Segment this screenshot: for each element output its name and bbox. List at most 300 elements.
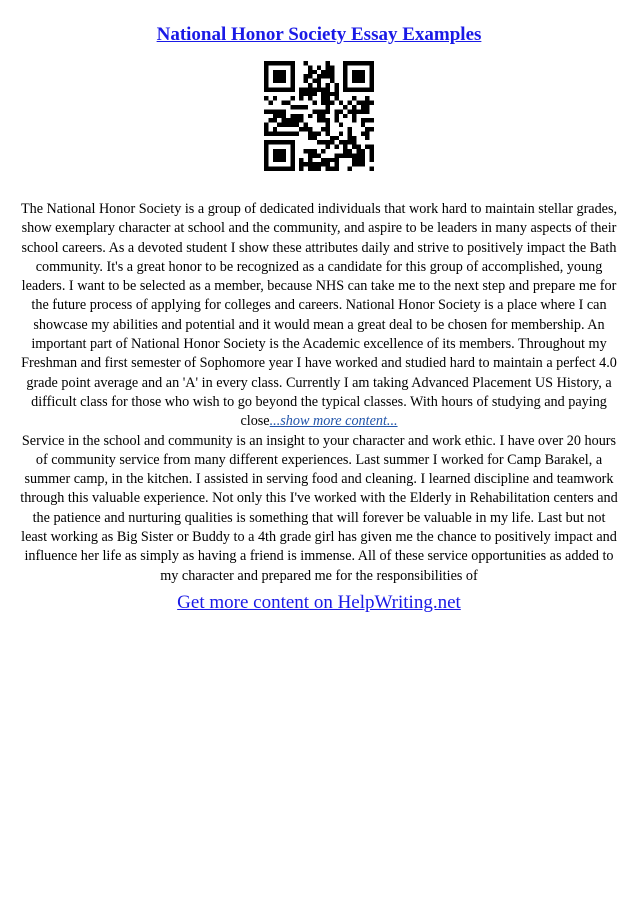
qr-module [290, 61, 294, 65]
qr-module [326, 87, 330, 91]
qr-module [304, 149, 308, 153]
essay-paragraph-2: Service in the school and community is an insight to your character and work ethic. I have over 20 hours of community service from many different experiences. Last summer I worked for Camp Barakel, a summer camp, in the kitchen. I assisted in serving food and cleaning. I learned discipline and teamwork through this valuable experience. Not only this I've worked with the Elderly in Rehabilitation centers and the patience and nurturing qualities is something that will forever be valuable in my life. Last but not least working as Big Sister or Buddy to a 4th grade girl has given me the chance to positively impact and influence her life as simply as having a friend is immense. All of these service opportunities as added to my character and prepared me for the responsibilities of [20, 432, 618, 584]
qr-module [273, 158, 277, 162]
qr-module [282, 114, 286, 118]
qr-module [352, 74, 356, 78]
qr-module [317, 79, 321, 83]
qr-module [321, 74, 325, 78]
qr-module [370, 83, 374, 87]
qr-module [352, 70, 356, 74]
qr-module [361, 105, 365, 109]
qr-module [334, 136, 338, 140]
qr-module [352, 105, 356, 109]
qr-module [268, 131, 272, 135]
qr-module [264, 61, 268, 65]
qr-module [348, 140, 352, 144]
qr-module [365, 96, 369, 100]
qr-module [365, 127, 369, 131]
qr-module [277, 153, 281, 157]
qr-module [312, 79, 316, 83]
qr-module [290, 131, 294, 135]
qr-module [356, 149, 360, 153]
qr-module [277, 158, 281, 162]
qr-module [308, 127, 312, 131]
qr-module [290, 74, 294, 78]
qr-module [282, 149, 286, 153]
qr-module [264, 96, 268, 100]
qr-module [295, 131, 299, 135]
qr-module [282, 167, 286, 171]
qr-module [273, 149, 277, 153]
qr-module [264, 167, 268, 171]
qr-module [286, 101, 290, 105]
qr-module [290, 167, 294, 171]
qr-module [321, 118, 325, 122]
qr-module [290, 96, 294, 100]
qr-module [352, 145, 356, 149]
qr-module [299, 162, 303, 166]
qr-module [348, 101, 352, 105]
qr-module [334, 109, 338, 113]
qr-module [290, 79, 294, 83]
qr-module [361, 70, 365, 74]
qr-module [273, 70, 277, 74]
qr-module [365, 105, 369, 109]
qr-module [282, 158, 286, 162]
qr-module [295, 118, 299, 122]
qr-module [290, 114, 294, 118]
qr-module [290, 118, 294, 122]
qr-module [286, 167, 290, 171]
qr-module [273, 96, 277, 100]
qr-module [264, 131, 268, 135]
qr-module [326, 158, 330, 162]
essay-paragraph-1 [20, 200, 618, 432]
qr-module [343, 149, 347, 153]
qr-module [304, 79, 308, 83]
qr-module [317, 87, 321, 91]
qr-module [304, 92, 308, 96]
qr-module [273, 114, 277, 118]
qr-module [273, 140, 277, 144]
qr-module [334, 114, 338, 118]
qr-module [365, 145, 369, 149]
qr-module [273, 61, 277, 65]
qr-module [277, 149, 281, 153]
qr-module [317, 118, 321, 122]
qr-module [326, 65, 330, 69]
qr-module [277, 87, 281, 91]
qr-module [330, 158, 334, 162]
qr-module [334, 92, 338, 96]
qr-module [339, 131, 343, 135]
qr-module [312, 70, 316, 74]
qr-module [343, 70, 347, 74]
qr-module [282, 61, 286, 65]
qr-module [282, 74, 286, 78]
qr-module [264, 65, 268, 69]
qr-module [365, 87, 369, 91]
qr-module [343, 79, 347, 83]
qr-module [264, 127, 268, 131]
qr-module [348, 109, 352, 113]
qr-module [264, 79, 268, 83]
qr-module [308, 149, 312, 153]
qr-module [326, 83, 330, 87]
qr-module [356, 158, 360, 162]
qr-module [352, 87, 356, 91]
qr-module [370, 118, 374, 122]
qr-module [277, 123, 281, 127]
qr-module [273, 79, 277, 83]
qr-module [264, 140, 268, 144]
qr-module [290, 83, 294, 87]
qr-module [264, 109, 268, 113]
qr-module [317, 83, 321, 87]
qr-module [330, 167, 334, 171]
qr-module [290, 158, 294, 162]
qr-module [361, 153, 365, 157]
qr-module [326, 131, 330, 135]
qr-module [326, 74, 330, 78]
qr-module [365, 136, 369, 140]
qr-module [361, 118, 365, 122]
qr-module [264, 145, 268, 149]
qr-module [317, 131, 321, 135]
qr-module [282, 153, 286, 157]
essay-paragraph-1-text: The National Honor Society is a group of dedicated individuals that work hard to maintain stellar grades, show exemplary character at school and the community, and aspire to be leaders in many aspects of their school careers. As a devoted student I show these attributes daily and strive to positively impact the Bath community. It's a great honor to be recognized as a candidate for this group of accomplished, young leaders. I want to be selected as a member, because NHS can take me to the next step and prepare me for the future process of applying for colleges and careers. National Honor Society is a place where I can showcase my abilities and potential and it would mean a great deal to be chosen for membership. An important part of National Honor Society is the Academic excellence of its members. Throughout my Freshman and first semester of Sophomore year I have worked and studied hard to maintain a perfect 4.0 grade point average and an 'A' in every class. Currently I am taking Advanced Placement US History, a difficult class for those who wish to go beyond the typical classes. With hours of studying and paying close [20, 201, 618, 430]
qr-module [264, 158, 268, 162]
qr-module [330, 70, 334, 74]
qr-module [312, 87, 316, 91]
qr-module [282, 131, 286, 135]
qr-module [321, 92, 325, 96]
qr-module [321, 140, 325, 144]
qr-module [339, 109, 343, 113]
qr-module [312, 149, 316, 153]
qr-module [326, 101, 330, 105]
qr-module [273, 167, 277, 171]
qr-module [308, 153, 312, 157]
qr-module [321, 158, 325, 162]
qr-module [277, 140, 281, 144]
qr-module [352, 153, 356, 157]
qr-module [370, 149, 374, 153]
qr-module [361, 74, 365, 78]
qr-module [361, 101, 365, 105]
helpwriting-link[interactable]: Get more content on HelpWriting.net [177, 592, 461, 613]
qr-module [348, 167, 352, 171]
qr-module [352, 109, 356, 113]
qr-module [299, 87, 303, 91]
qr-module [286, 131, 290, 135]
qr-module [356, 61, 360, 65]
qr-module [282, 123, 286, 127]
qr-module [273, 131, 277, 135]
qr-module [268, 140, 272, 144]
qr-module [321, 149, 325, 153]
qr-module [352, 114, 356, 118]
qr-module [299, 96, 303, 100]
qr-module [361, 79, 365, 83]
qr-module [343, 153, 347, 157]
qr-module [295, 114, 299, 118]
qr-module [326, 105, 330, 109]
qr-module [268, 87, 272, 91]
qr-module [343, 145, 347, 149]
qr-module [308, 96, 312, 100]
qr-module [290, 105, 294, 109]
qr-module [304, 61, 308, 65]
qr-module [268, 101, 272, 105]
qr-module [321, 114, 325, 118]
qr-module [348, 87, 352, 91]
qr-module [361, 158, 365, 162]
qr-module [370, 61, 374, 65]
qr-module [321, 101, 325, 105]
qr-module [334, 167, 338, 171]
qr-module [334, 96, 338, 100]
qr-module [264, 70, 268, 74]
qr-module [282, 109, 286, 113]
qr-module [277, 167, 281, 171]
qr-module [343, 114, 347, 118]
qr-module [356, 162, 360, 166]
qr-module [299, 114, 303, 118]
qr-module [356, 87, 360, 91]
qr-module [312, 92, 316, 96]
qr-module [268, 109, 272, 113]
qr-module [334, 145, 338, 149]
qr-module [317, 167, 321, 171]
qr-module [317, 109, 321, 113]
qr-module [348, 61, 352, 65]
qr-module [361, 109, 365, 113]
qr-module [352, 61, 356, 65]
qr-module [352, 118, 356, 122]
qr-module [312, 131, 316, 135]
qr-module [326, 162, 330, 166]
qr-module [343, 105, 347, 109]
qr-module [352, 140, 356, 144]
qr-module [370, 145, 374, 149]
qr-module [277, 74, 281, 78]
qr-module [365, 118, 369, 122]
qr-module [290, 123, 294, 127]
qr-module [277, 109, 281, 113]
qr-module [282, 101, 286, 105]
qr-module [326, 127, 330, 131]
qr-module [334, 87, 338, 91]
qr-module [282, 87, 286, 91]
qr-module [330, 79, 334, 83]
qr-module [361, 149, 365, 153]
qr-module [326, 61, 330, 65]
qr-module [317, 114, 321, 118]
qr-module [290, 140, 294, 144]
qr-module [334, 83, 338, 87]
qr-module [282, 70, 286, 74]
qr-module [308, 158, 312, 162]
qr-module [352, 158, 356, 162]
qr-module [268, 118, 272, 122]
qr-module [304, 74, 308, 78]
qr-module [339, 101, 343, 105]
qr-module [370, 158, 374, 162]
qr-module [356, 109, 360, 113]
qr-module [317, 153, 321, 157]
qr-module [273, 87, 277, 91]
qr-module [290, 70, 294, 74]
qr-module [312, 109, 316, 113]
qr-module [343, 74, 347, 78]
qr-module [348, 153, 352, 157]
qr-module [356, 74, 360, 78]
qr-module [282, 140, 286, 144]
qr-module [356, 101, 360, 105]
qr-module [299, 167, 303, 171]
qr-module [321, 127, 325, 131]
qr-module [264, 153, 268, 157]
qr-module [299, 105, 303, 109]
qr-module [273, 74, 277, 78]
qr-module [308, 74, 312, 78]
qr-module [356, 153, 360, 157]
qr-module [290, 162, 294, 166]
qr-module [339, 123, 343, 127]
qr-module [264, 83, 268, 87]
qr-module [308, 167, 312, 171]
qr-module [370, 70, 374, 74]
qr-module [304, 123, 308, 127]
document-title-link[interactable]: National Honor Society Essay Examples [156, 24, 482, 45]
qr-module [321, 87, 325, 91]
qr-module [264, 162, 268, 166]
qr-module [312, 101, 316, 105]
qr-module [339, 153, 343, 157]
qr-module [343, 61, 347, 65]
qr-module [277, 131, 281, 135]
qr-module [330, 140, 334, 144]
qr-module [326, 92, 330, 96]
qr-module [268, 61, 272, 65]
show-more-link[interactable]: ...show more content... [269, 413, 398, 430]
qr-module [326, 140, 330, 144]
qr-module [330, 65, 334, 69]
qr-module [282, 79, 286, 83]
qr-module [308, 114, 312, 118]
qr-module [299, 118, 303, 122]
qr-module [304, 162, 308, 166]
qr-module [317, 65, 321, 69]
qr-module [277, 114, 281, 118]
qr-module [365, 131, 369, 135]
qr-module [326, 70, 330, 74]
qr-module [370, 153, 374, 157]
qr-module [365, 109, 369, 113]
qr-module [334, 162, 338, 166]
qr-module [317, 140, 321, 144]
qr-module [317, 74, 321, 78]
qr-module [352, 162, 356, 166]
qr-module [321, 96, 325, 100]
qr-module [370, 127, 374, 131]
qr-module [295, 105, 299, 109]
qr-module [264, 74, 268, 78]
qr-module [326, 123, 330, 127]
qr-module [343, 140, 347, 144]
qr-module [370, 65, 374, 69]
qr-module [286, 61, 290, 65]
qr-module [277, 70, 281, 74]
qr-module [365, 101, 369, 105]
qr-module [290, 149, 294, 153]
qr-module [370, 167, 374, 171]
qr-module [330, 136, 334, 140]
qr-module [308, 92, 312, 96]
qr-module [273, 127, 277, 131]
qr-module [361, 61, 365, 65]
qr-module [326, 109, 330, 113]
qr-module [352, 136, 356, 140]
qr-module [361, 87, 365, 91]
qr-module [273, 118, 277, 122]
qr-module [282, 118, 286, 122]
qr-module [277, 61, 281, 65]
qr-module [290, 87, 294, 91]
qr-module [348, 131, 352, 135]
qr-module [286, 123, 290, 127]
qr-module [304, 87, 308, 91]
qr-module [330, 92, 334, 96]
qr-module [343, 83, 347, 87]
qr-module [370, 101, 374, 105]
qr-module [264, 87, 268, 91]
qr-module [361, 131, 365, 135]
qr-module [370, 87, 374, 91]
qr-module [268, 167, 272, 171]
qr-module [356, 79, 360, 83]
qr-module [312, 167, 316, 171]
qr-module [304, 105, 308, 109]
qr-module [308, 136, 312, 140]
qr-module [273, 153, 277, 157]
qr-module [326, 167, 330, 171]
qr-module [356, 70, 360, 74]
qr-module [321, 162, 325, 166]
qr-module [334, 158, 338, 162]
qr-module [365, 61, 369, 65]
qr-module [370, 79, 374, 83]
qr-module [286, 140, 290, 144]
qr-module [361, 162, 365, 166]
qr-module [308, 87, 312, 91]
qr-module [330, 101, 334, 105]
qr-module [308, 65, 312, 69]
qr-module [299, 92, 303, 96]
qr-module [348, 127, 352, 131]
qr-module [299, 158, 303, 162]
qr-module [339, 140, 343, 144]
qr-module [290, 153, 294, 157]
qr-module [317, 162, 321, 166]
qr-module [312, 162, 316, 166]
essay-body [20, 200, 618, 586]
qr-module [295, 123, 299, 127]
qr-module [264, 149, 268, 153]
qr-module [312, 153, 316, 157]
qr-module [356, 145, 360, 149]
